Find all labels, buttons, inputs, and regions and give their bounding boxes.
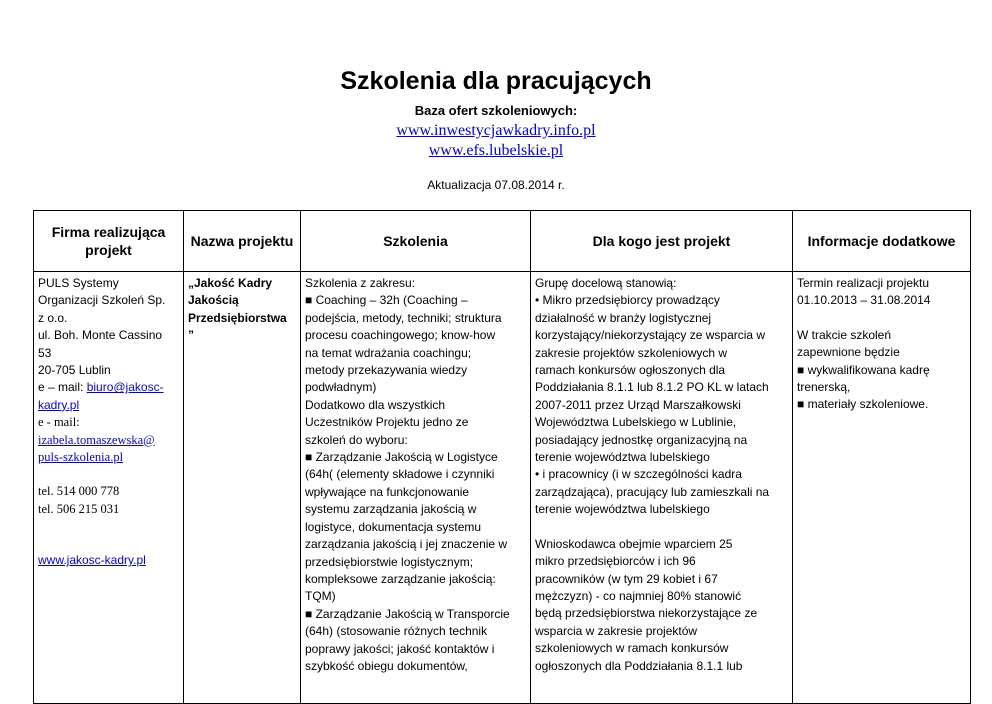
target-group-line: będą przedsiębiorstwa niekorzystające ze — [535, 606, 758, 621]
email-link-1b[interactable]: kadry.pl — [38, 397, 80, 412]
email-link-2a[interactable]: izabela.tomaszewska@ — [38, 432, 155, 447]
target-group-line: terenie województwa lubelskiego — [535, 450, 710, 465]
header-nazwa: Nazwa projektu — [184, 211, 301, 272]
target-group-line: 2007-2011 przez Urząd Marszałkowski — [535, 397, 741, 412]
efs-lubelskie-link[interactable]: www.efs.lubelskie.pl — [428, 142, 564, 159]
training-line: wpływające na funkcjonowanie — [305, 484, 470, 499]
info-line-3: W trakcie szkoleń — [797, 327, 892, 342]
project-name-3: Przedsiębiorstwa — [188, 310, 287, 325]
training-line: metody przekazywania wiedzy — [305, 363, 468, 378]
project-name-4: ” — [188, 328, 194, 343]
training-line: TQM) — [305, 589, 336, 604]
phone-2: tel. 506 215 031 — [38, 501, 120, 516]
target-group-line: działalność w branży logistycznej — [535, 310, 712, 325]
training-line: kompleksowe zarządzanie jakością: — [305, 571, 496, 586]
training-line: (64h( (elementy składowe i czynniki — [305, 467, 495, 482]
target-group — [535, 275, 788, 703]
email-row-2b — [38, 449, 179, 466]
training-line: Uczestników Projektu jedno ze — [305, 415, 469, 430]
header-info: Informacje dodatkowe — [793, 211, 971, 272]
email-label-2: e - mail: — [38, 415, 80, 430]
email-row-2a — [38, 432, 179, 449]
cell-info — [793, 272, 971, 704]
target-group-lines-b — [535, 536, 788, 675]
company-name-3: z o.o. — [38, 310, 68, 325]
training-line: podwładnym) — [305, 380, 377, 395]
cell-nazwa — [184, 272, 301, 704]
target-group-line: terenie województwa lubelskiego — [535, 502, 710, 517]
header-szkolenia: Szkolenia — [301, 211, 531, 272]
target-group-line: Grupę docelową stanowią: — [535, 276, 677, 290]
info-line-5: ■ wykwalifikowana kadrę — [797, 362, 930, 377]
training-line: (64h) (stosowanie różnych technik — [305, 624, 488, 639]
email-row-1b — [38, 397, 179, 414]
cell-dla-kogo — [531, 272, 793, 704]
table-header-row — [34, 211, 971, 272]
info-line-6: trenerską, — [797, 380, 851, 395]
link-row-2 — [0, 141, 992, 160]
company-name-2: Organizacji Szkoleń Sp. — [38, 293, 166, 308]
target-group-line: korzystający/niekorzystający ze wsparcia w — [535, 328, 766, 343]
cell-firma — [34, 272, 184, 704]
target-group-line: mikro przedsiębiorców i ich 96 — [535, 554, 696, 569]
target-group-line: Poddziałania 8.1.1 lub 8.1.2 PO KL w latach — [535, 380, 769, 395]
target-group-line: mężczyzn) - co najmniej 80% stanowić — [535, 588, 742, 603]
phone-1: tel. 514 000 778 — [38, 484, 120, 499]
training-line: poprawy jakości; jakość kontaktów i — [305, 641, 495, 656]
target-group-line: ramach konkursów ogłoszonych dla — [535, 363, 726, 378]
target-group-line: zarządzająca), pracujący lub zamieszkali na — [535, 484, 770, 499]
target-group-line: Wnioskodawca obejmie wparciem 25 — [535, 536, 733, 551]
training-line: Szkolenia z zakresu: — [305, 276, 416, 290]
email-link-2b[interactable]: puls-szkolenia.pl — [38, 450, 124, 465]
header-firma: Firma realizująca projekt — [34, 211, 184, 272]
target-group-line: wsparcia w zakresie projektów — [535, 623, 698, 638]
training-line: podejścia, metody, techniki; struktura — [305, 310, 502, 325]
email-row-1 — [38, 379, 179, 396]
training-line: ■ Coaching – 32h (Coaching – — [305, 293, 468, 308]
training-line: przedsiębiorstwie logistycznym; — [305, 554, 474, 569]
project-name-2: Jakością — [188, 293, 239, 308]
info-line-4: zapewnione będzie — [797, 345, 900, 360]
training-line: szkoleń do wyboru: — [305, 432, 408, 447]
training-line: systemu zarządzania jakością w — [305, 502, 477, 517]
training-line: ■ Zarządzanie Jakością w Transporcie — [305, 606, 510, 621]
header-dla-kogo: Dla kogo jest projekt — [531, 211, 793, 272]
target-group-line: pracowników (w tym 29 kobiet i 67 — [535, 571, 718, 586]
page-title: Szkolenia dla pracujących — [340, 67, 652, 95]
page-subtitle: Baza ofert szkoleniowych: — [414, 103, 578, 118]
target-group-lines-a — [535, 275, 788, 519]
cell-szkolenia — [301, 272, 531, 704]
website-row — [38, 552, 179, 569]
target-group-line: szkoleniowych w ramach konkursów — [535, 641, 729, 656]
target-group-line: ogłoszonych dla Poddziałania 8.1.1 lub — [535, 658, 743, 673]
info-line-7: ■ materiały szkoleniowe. — [797, 397, 929, 412]
website-link[interactable]: www.jakosc-kadry.pl — [38, 553, 146, 568]
inwestycjawkadry-link[interactable]: www.inwestycjawkadry.info.pl — [396, 122, 596, 139]
email-label-1: e – mail: — [38, 380, 87, 395]
company-address-2: 53 — [38, 345, 52, 360]
training-line: szybkość obiegu dokumentów, — [305, 658, 468, 673]
update-date: Aktualizacja 07.08.2014 r. — [427, 178, 565, 192]
training-line: Dodatkowo dla wszystkich — [305, 397, 446, 412]
info-line-2: 01.10.2013 – 31.08.2014 — [797, 293, 931, 308]
table-row — [34, 272, 971, 704]
training-line: logistyce, dokumentacja systemu — [305, 519, 482, 534]
training-line: zarządzania jakością i jej znaczenie w — [305, 537, 508, 552]
email-link-1a[interactable]: biuro@jakosc- — [86, 380, 164, 395]
target-group-line: • i pracownicy (i w szczególności kadra — [535, 467, 742, 482]
company-name-1: PULS Systemy — [38, 276, 119, 290]
target-group-line: • Mikro przedsiębiorcy prowadzący — [535, 293, 720, 308]
training-lines — [305, 275, 526, 703]
target-group-line: Województwa Lubelskiego w Lublinie, — [535, 415, 737, 430]
offers-table — [33, 210, 971, 704]
training-line: na temat wdrażania coachingu; — [305, 345, 472, 360]
company-address-3: 20-705 Lublin — [38, 363, 111, 378]
project-name-1: „Jakość Kadry — [188, 276, 273, 290]
company-address-1: ul. Boh. Monte Cassino — [38, 328, 163, 343]
training-line: ■ Zarządzanie Jakością w Logistyce — [305, 450, 498, 465]
target-group-line: posiadający jednostkę organizacyjną na — [535, 432, 748, 447]
training-line: procesu coachingowego; know-how — [305, 328, 496, 343]
info-line-1: Termin realizacji projektu — [797, 276, 930, 290]
link-row-1 — [0, 121, 992, 140]
target-group-line: zakresie projektów szkoleniowych w — [535, 345, 728, 360]
